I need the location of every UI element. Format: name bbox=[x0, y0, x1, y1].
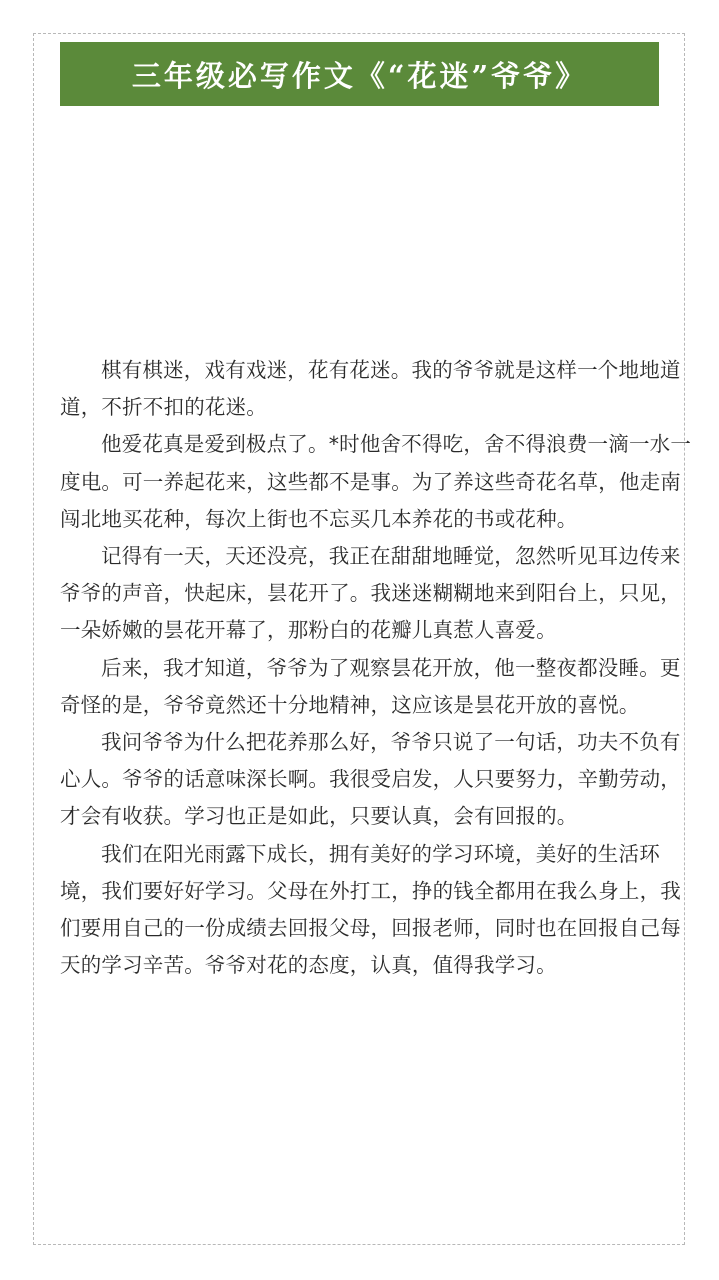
paragraph-5: 我问爷爷为什么把花养那么好，爷爷只说了一句话，功夫不负有心人。爷爷的话意味深长啊。我很受启发，人只要努力，辛勤劳动，才会有收获。学习也正是如此，只要认真，会有回报的。 bbox=[60, 730, 681, 829]
paragraph-1: 棋有棋迷，戏有戏迷，花有花迷。我的爷爷就是这样一个地地道道，不折不扣的花迷。 bbox=[60, 358, 681, 420]
title-banner bbox=[60, 42, 659, 106]
page-title: 三年级必写作文《“花迷”爷爷》 bbox=[131, 58, 588, 93]
essay-body bbox=[60, 352, 700, 984]
paragraph-6: 我们在阳光雨露下成长，拥有美好的学习环境，美好的生活环境，我们要好好学习。父母在外打工，挣的钱全都用在我么身上，我们要用自己的一份成绩去回报父母，回报老师，同时也在回报自己每天的学习辛苦。爷爷对花的态度，认真，值得我学习。 bbox=[60, 841, 681, 978]
paragraph-4: 后来，我才知道，爷爷为了观察昙花开放，他一整夜都没睡。更奇怪的是，爷爷竟然还十分地精神，这应该是昙花开放的喜悦。 bbox=[60, 655, 681, 717]
paragraph-2: 他爱花真是爱到极点了。*时他舍不得吃，舍不得浪费一滴一水一度电。可一养起花来，这些都不是事。为了养这些奇花名草，他走南闯北地买花种，每次上街也不忘买几本养花的书或花种。 bbox=[60, 432, 692, 531]
paragraph-3: 记得有一天，天还没亮，我正在甜甜地睡觉，忽然听见耳边传来爷爷的声音，快起床，昙花开了。我迷迷糊糊地来到阳台上，只见，一朵娇嫩的昙花开幕了，那粉白的花瓣儿真惹人喜爱。 bbox=[60, 544, 681, 643]
